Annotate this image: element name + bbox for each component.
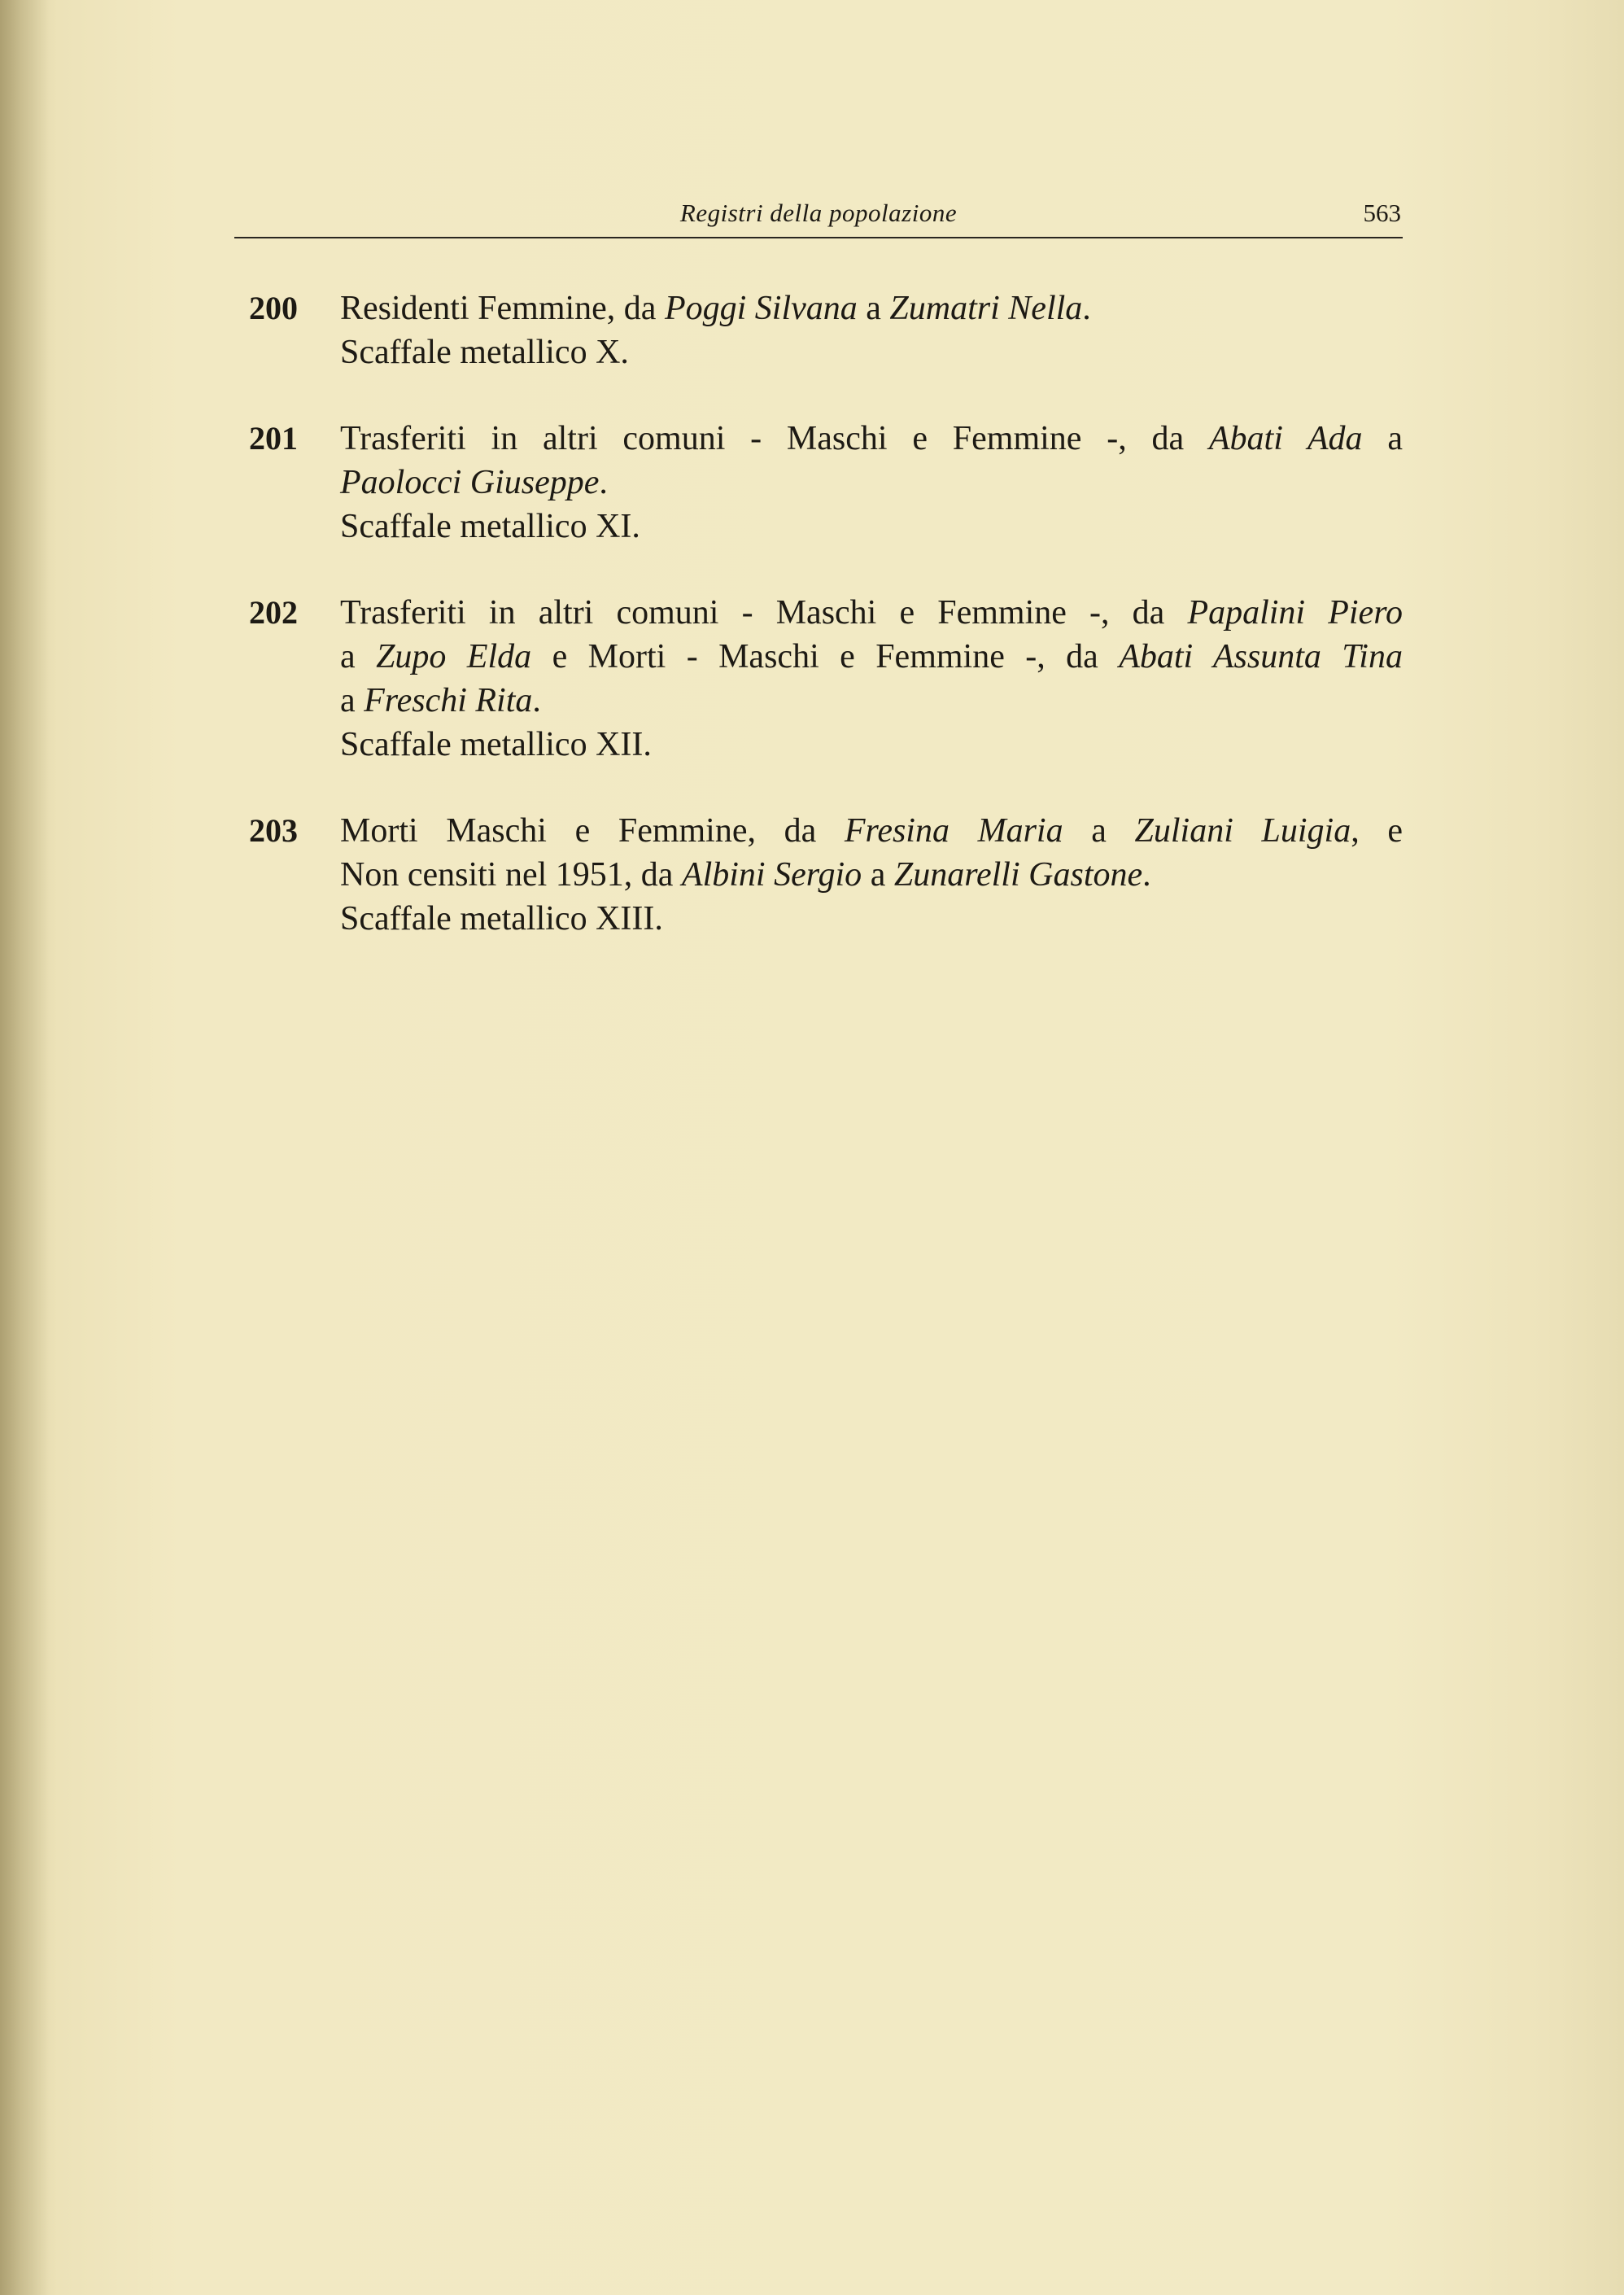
entry-line: [340, 635, 1403, 679]
entry-text: a: [857, 290, 890, 327]
entry-shelf-location: [340, 505, 1403, 549]
entry-name-italic: Freschi Rita: [364, 682, 533, 719]
entry-line: [340, 679, 1403, 723]
entry-text: Scaffale metallico XIII.: [340, 900, 663, 938]
catalog-entries: [234, 286, 1403, 983]
entry-text: e Morti - Maschi e Femmine -, da: [531, 638, 1120, 675]
entry-name-italic: Paolocci Giuseppe: [340, 464, 600, 501]
entry-text: Residenti Femmine, da: [340, 290, 665, 327]
entry-line: [340, 809, 1403, 853]
entry-text: Trasferiti in altri comuni - Maschi e Femmine -, da: [340, 420, 1209, 457]
entry-text: .: [599, 464, 608, 501]
entry-number: 203: [249, 812, 298, 849]
catalog-entry-200: [234, 286, 1403, 374]
running-title: Registri della popolazione: [679, 199, 958, 227]
entry-text: .: [1142, 856, 1151, 894]
entry-text: a: [340, 682, 365, 719]
entry-text: , e: [1351, 812, 1403, 850]
entry-name-italic: Albini Sergio: [681, 856, 862, 894]
entry-name-italic: Zumatri Nella: [889, 290, 1083, 327]
entry-text: Trasferiti in altri comuni - Maschi e Femmine -, da: [340, 594, 1188, 632]
entry-text: .: [532, 682, 541, 719]
entry-name-italic: Abati Ada: [1208, 420, 1363, 457]
page-number: 563: [1363, 199, 1401, 227]
entry-name-italic: Abati Assunta Tina: [1119, 638, 1403, 675]
entry-line: [340, 591, 1403, 635]
entry-name-italic: Fresina Maria: [844, 812, 1063, 850]
entry-text: a: [340, 638, 377, 675]
entry-name-italic: Papalini Piero: [1187, 594, 1403, 632]
entry-name-italic: Zuliani Luigia: [1134, 812, 1351, 850]
catalog-entry-202: [234, 591, 1403, 767]
entry-number: 201: [249, 420, 298, 457]
entry-text: Morti Maschi e Femmine, da: [340, 812, 845, 850]
catalog-entry-203: [234, 809, 1403, 941]
entry-line: [340, 461, 1403, 505]
page-header: [234, 194, 1403, 236]
entry-text: Scaffale metallico XI.: [340, 508, 640, 545]
header-rule: [234, 237, 1403, 238]
entry-line: [340, 853, 1403, 897]
entry-shelf-location: [340, 723, 1403, 767]
entry-number: 202: [249, 594, 298, 631]
entry-number: 200: [249, 290, 298, 326]
entry-text: a: [1362, 420, 1403, 457]
entry-line: [340, 417, 1403, 461]
entry-line: [340, 286, 1403, 330]
entry-name-italic: Poggi Silvana: [664, 290, 858, 327]
catalog-entry-201: [234, 417, 1403, 549]
entry-shelf-location: [340, 330, 1403, 374]
entry-name-italic: Zupo Elda: [376, 638, 532, 675]
binding-shadow: [0, 0, 49, 2295]
entry-text: Non censiti nel 1951, da: [340, 856, 682, 894]
entry-text: a: [862, 856, 894, 894]
entry-shelf-location: [340, 897, 1403, 941]
entry-text: Scaffale metallico X.: [340, 334, 629, 371]
entry-text: Scaffale metallico XII.: [340, 726, 652, 763]
entry-name-italic: Zunarelli Gastone: [893, 856, 1143, 894]
entry-text: a: [1063, 812, 1135, 850]
entry-text: .: [1082, 290, 1091, 327]
